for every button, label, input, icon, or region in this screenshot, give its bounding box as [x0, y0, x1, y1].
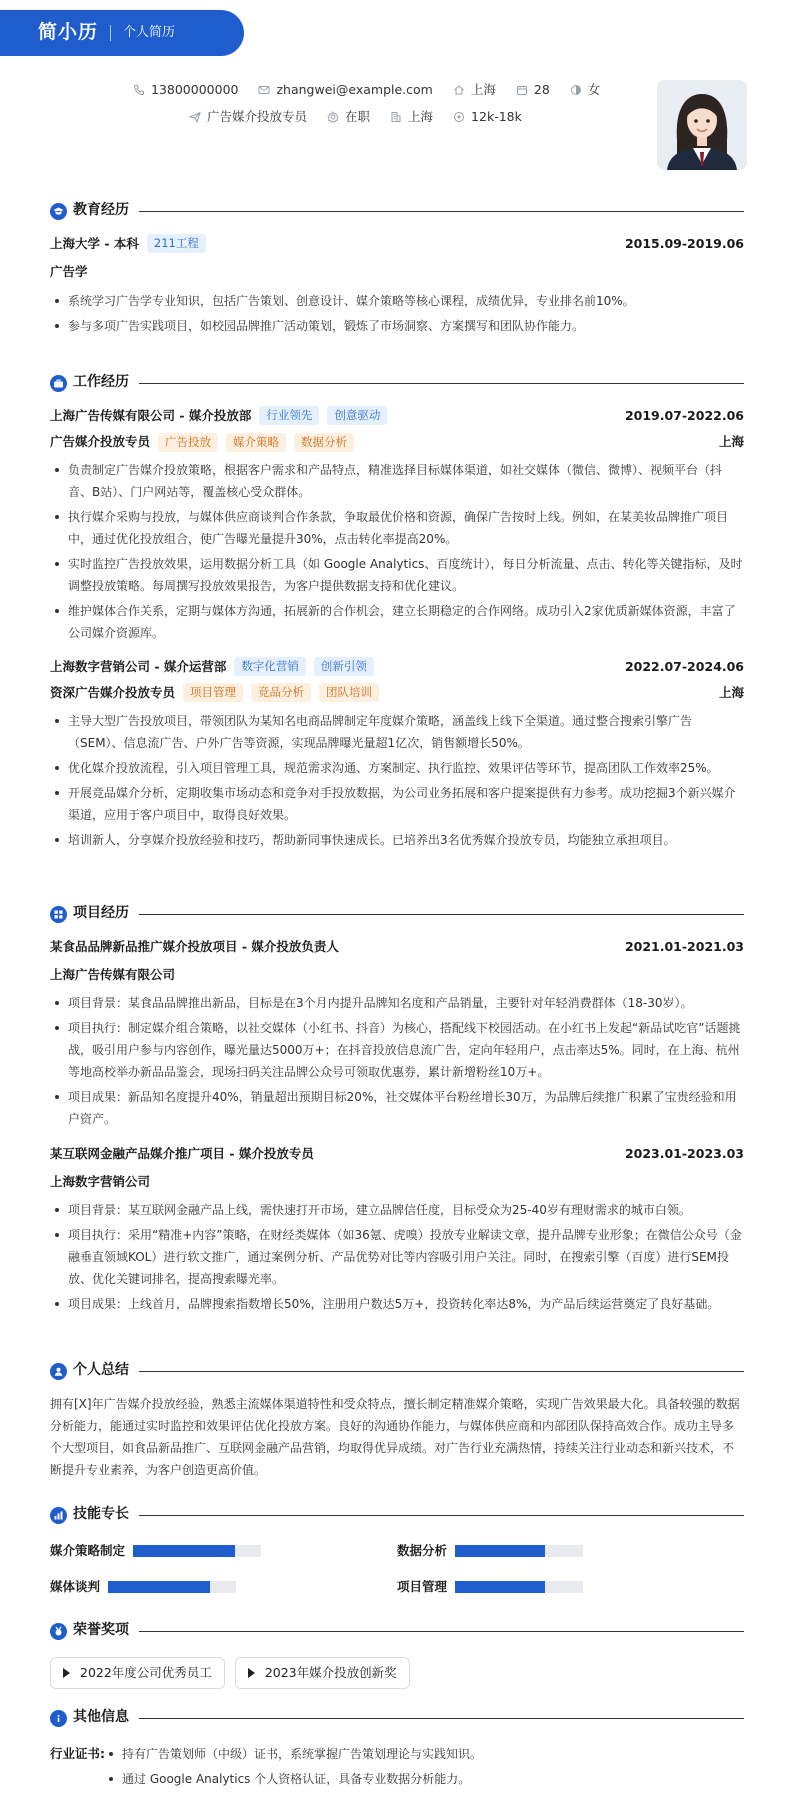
- skill-name: 媒体谈判: [50, 1579, 101, 1595]
- education-date: 2015.09-2019.06: [624, 236, 744, 251]
- contact-row: [133, 80, 620, 99]
- education-head: [50, 234, 744, 253]
- city-text: 上海: [470, 82, 496, 97]
- section-divider: [139, 914, 744, 915]
- section-title: 荣誉奖项: [73, 1622, 129, 1639]
- section-title: 教育经历: [73, 202, 129, 219]
- project-company: 上海广告传媒有限公司: [50, 967, 176, 983]
- list-item: 实时监控广告投放效果，运用数据分析工具（如 Google Analytics、百度统计），每日分析流量、点击、转化等关键指标，及时调整投放策略。每周撰写投放效果报告，为客户提供数据支持和优化建议。: [50, 553, 744, 597]
- age-text: 28: [533, 82, 550, 97]
- position-item: [189, 107, 307, 126]
- list-item: 负责制定广告媒介投放策略，根据客户需求和产品特点，精准选择目标媒体渠道，如社交媒体（微信、微博）、视频平台（抖音、B站）、门户网站等，覆盖核心受众群体。: [50, 459, 744, 503]
- skills-grid: [50, 1533, 744, 1605]
- school-name: 上海大学 - 本科: [50, 236, 139, 251]
- project-head: [50, 1144, 744, 1163]
- summary-text: 拥有[X]年广告媒介投放经验，熟悉主流媒体渠道特性和受众特点，擅长制定精准媒介策略，实现广告效果最大化。具备较强的数据分析能力，能通过实时监控和效果评估优化投放方案。良好的沟通协作能力，与媒体供应商和内部团队保持高效合作。成功主导多个大型项目，如食品新品推广、互联网金融产品营销，均取得优异成绩。对广告行业充满热情，持续关注行业动态和新兴技术，不断提升专业素养，为客户创造更高价值。: [50, 1397, 740, 1477]
- company-tag: 行业领先: [259, 406, 319, 425]
- project-bullets: [50, 992, 744, 1130]
- summary-section: [50, 1360, 744, 1481]
- coin-icon: [453, 111, 465, 123]
- job-role: 资深广告媒介投放专员: [50, 685, 176, 701]
- list-item: 系统学习广告学专业知识，包括广告策划、创意设计、媒介策略等核心课程，成绩优异，专业排名前10%。: [50, 290, 744, 312]
- brand-subtitle: 个人简历: [123, 24, 176, 40]
- awards-section: [50, 1620, 744, 1689]
- skill-name: 数据分析: [397, 1543, 448, 1559]
- skills-section: [50, 1504, 744, 1605]
- job-location: 上海: [718, 685, 744, 701]
- company-tag: 创新引领: [314, 657, 374, 676]
- status-item: [327, 107, 370, 126]
- certificates: [50, 1743, 744, 1793]
- section-header: [50, 372, 744, 394]
- section-divider: [139, 383, 744, 384]
- job-bullets: [50, 710, 744, 851]
- major-name: 广告学: [50, 264, 88, 280]
- project-head: [50, 937, 744, 956]
- grid-icon: [50, 906, 67, 923]
- list-item: 优化媒介投放流程，引入项目管理工具，规范需求沟通、方案制定、执行监控、效果评估等环节，提高团队工作效率25%。: [50, 757, 744, 779]
- home-icon: [453, 84, 465, 96]
- send-icon: [189, 111, 201, 123]
- avatar-portrait: [657, 80, 747, 170]
- section-header: [50, 1360, 744, 1382]
- email-text: zhangwei@example.com: [276, 82, 433, 97]
- job-intent-row: [189, 107, 542, 126]
- list-item: 项目背景：某食品品牌推出新品，目标是在3个月内提升品牌知名度和产品销量，主要针对年轻消费群体（18-30岁）。: [50, 992, 744, 1014]
- building-icon: [390, 111, 402, 123]
- target-city-item: [390, 107, 433, 126]
- mail-icon: [258, 84, 270, 96]
- section-header: [50, 200, 744, 222]
- list-item: 项目执行：采用“精准+内容”策略，在财经类媒体（如36氪、虎嗅）投放专业解读文章，提升品牌专业形象；在微信公众号（金融垂直领域KOL）进行软文推广，通过案例分析、产品优势对比等内容吸引用户关注。同时，在搜索引擎（百度）进行SEM投放、优化关键词排名，提高搜索曝光率。: [50, 1224, 744, 1290]
- phone-icon: [133, 84, 145, 96]
- medal-icon: [50, 1623, 67, 1640]
- job-bullets: [50, 459, 744, 644]
- list-item: 项目执行：制定媒介组合策略，以社交媒体（小红书、抖音）为核心，搭配线下校园活动。在小红书上发起“新品试吃官”话题挑战，吸引用户参与内容创作，曝光量达5000万+；在抖音投放信息流广告，定向年轻用户，点击率达5%。同时，在上海、杭州等地高校举办新品品鉴会，现场扫码关注品牌公众号可领取优惠券，累计新增粉丝10万+。: [50, 1017, 744, 1083]
- skill-name: 媒介策略制定: [50, 1543, 126, 1559]
- section-divider: [139, 1371, 744, 1372]
- job-date: 2019.07-2022.06: [624, 408, 744, 423]
- section-title: 其他信息: [73, 1709, 129, 1726]
- skill-bar: [455, 1581, 583, 1593]
- age-item: [516, 80, 550, 99]
- certificates-list: [104, 1743, 482, 1793]
- skill-tag: 团队培训: [319, 683, 379, 702]
- list-item: 主导大型广告投放项目，带领团队为某知名电商品牌制定年度媒介策略，涵盖线上线下全渠道。通过整合搜索引擎广告（SEM）、信息流广告、户外广告等资源，实现品牌曝光量超1亿次，销售额增长50%。: [50, 710, 744, 754]
- section-header: [50, 1504, 744, 1526]
- skill-bar-fill: [108, 1581, 210, 1593]
- phone-item: [133, 80, 238, 99]
- section-header: [50, 903, 744, 925]
- skill-name: 项目管理: [397, 1579, 448, 1595]
- skill-bar-fill: [133, 1545, 235, 1557]
- skill-bar: [108, 1581, 236, 1593]
- project-bullets: [50, 1199, 744, 1315]
- list-item: 参与多项广告实践项目，如校园品牌推广活动策划，锻炼了市场洞察、方案撰写和团队协作能力。: [50, 315, 744, 337]
- gear-icon: [327, 111, 339, 123]
- brand-divider: [110, 25, 111, 41]
- skill-tag: 竞品分析: [251, 683, 311, 702]
- list-item: 培训新人，分享媒介投放经验和技巧，帮助新同事快速成长。已培养出3名优秀媒介投放专员，均能独立承担项目。: [50, 829, 744, 851]
- award-item: [235, 1657, 410, 1689]
- list-item: 项目成果：上线首月，品牌搜索指数增长50%，注册用户数达5万+，投资转化率达8%，为产品后续运营奠定了良好基础。: [50, 1293, 744, 1315]
- job-role: 广告媒介投放专员: [50, 434, 151, 450]
- salary-text: 12k-18k: [471, 109, 522, 124]
- education-bullets: [50, 290, 744, 337]
- position-text: 广告媒介投放专员: [207, 109, 308, 124]
- company-tag: 数字化营销: [234, 657, 306, 676]
- school-tag: 211工程: [147, 234, 206, 253]
- skill-tag: 广告投放: [158, 433, 218, 452]
- skill-bar: [133, 1545, 261, 1557]
- list-item: 持有广告策划师（中级）证书，系统掌握广告策划理论与实践知识。: [104, 1743, 482, 1765]
- skill-item: [50, 1533, 397, 1569]
- skill-item: [397, 1569, 744, 1605]
- list-item: 维护媒体合作关系，定期与媒体方沟通，拓展新的合作机会，建立长期稳定的合作网络。成功引入2家优质新媒体资源，丰富了公司媒介资源库。: [50, 600, 744, 644]
- work-section: [50, 372, 744, 854]
- section-divider: [139, 1631, 744, 1632]
- email-item: [258, 80, 432, 99]
- section-header: [50, 1620, 744, 1642]
- section-divider: [139, 211, 744, 212]
- target-city-text: 上海: [408, 109, 434, 124]
- job-head: [50, 406, 744, 425]
- section-title: 技能专长: [73, 1506, 129, 1523]
- job-head: [50, 657, 744, 676]
- project-date: 2021.01-2021.03: [624, 939, 744, 954]
- company-tag: 创意驱动: [327, 406, 387, 425]
- project-date: 2023.01-2023.03: [624, 1145, 744, 1161]
- skill-bar-fill: [455, 1545, 545, 1557]
- briefcase-icon: [50, 375, 67, 392]
- project-name: 某食品品牌新品推广媒介投放项目 - 媒介投放负责人: [50, 939, 339, 954]
- brand-name: 简小历: [38, 21, 99, 44]
- award-text: 2022年度公司优秀员工: [80, 1665, 212, 1681]
- gender-text: 女: [587, 82, 601, 97]
- certificates-label: 行业证书:: [50, 1746, 105, 1761]
- award-text: 2023年媒介投放创新奖: [264, 1665, 397, 1681]
- other-section: [50, 1707, 744, 1793]
- list-item: 开展竞品媒介分析，定期收集市场动态和竞争对手投放数据，为公司业务拓展和客户提案提供有力参考。成功挖掘3个新兴媒介渠道，应用于客户项目中，取得良好效果。: [50, 782, 744, 826]
- city-item: [453, 80, 496, 99]
- list-item: 通过 Google Analytics 个人资格认证，具备专业数据分析能力。: [104, 1768, 482, 1790]
- company-name: 上海广告传媒有限公司 - 媒介投放部: [50, 408, 252, 423]
- section-title: 项目经历: [73, 905, 129, 922]
- info-icon: [50, 1710, 67, 1727]
- skill-tag: 数据分析: [294, 433, 354, 452]
- award-item: [50, 1657, 225, 1689]
- list-item: 项目背景：某互联网金融产品上线，需快速打开市场，建立品牌信任度，目标受众为25-40岁有理财需求的城市白领。: [50, 1199, 744, 1221]
- project-name: 某互联网金融产品媒介推广项目 - 媒介投放专员: [50, 1145, 314, 1161]
- salary-item: [453, 107, 522, 126]
- calendar-icon: [516, 84, 528, 96]
- user-icon: [50, 1363, 67, 1380]
- status-text: 在职: [345, 109, 371, 124]
- skill-tag: 项目管理: [183, 683, 243, 702]
- play-icon: [63, 1668, 70, 1678]
- awards-list: [50, 1657, 744, 1689]
- job-role-row: [50, 432, 744, 451]
- skill-item: [50, 1569, 397, 1605]
- list-item: 项目成果：新品知名度提升40%，销量超出预期目标20%，社交媒体平台粉丝增长30万，为品牌后续推广积累了宝贵经验和用户资产。: [50, 1086, 744, 1130]
- section-title: 个人总结: [73, 1362, 129, 1379]
- project-section: [50, 903, 744, 1318]
- project-company: 上海数字营销公司: [50, 1174, 151, 1190]
- brand-header: [0, 10, 244, 56]
- education-section: [50, 200, 744, 340]
- gender-item: [570, 80, 601, 99]
- skill-bar: [455, 1545, 583, 1557]
- job-location: 上海: [718, 434, 744, 450]
- section-divider: [139, 1515, 744, 1516]
- section-title: 工作经历: [73, 374, 129, 391]
- avatar: [657, 80, 747, 170]
- job-date: 2022.07-2024.06: [624, 658, 744, 674]
- phone-text: 13800000000: [151, 82, 239, 97]
- skill-tag: 媒介策略: [226, 433, 286, 452]
- bar-chart-icon: [50, 1507, 67, 1524]
- skill-bar-fill: [455, 1581, 545, 1593]
- section-header: [50, 1707, 744, 1729]
- list-item: 执行媒介采购与投放，与媒体供应商谈判合作条款，争取最优价格和资源，确保广告按时上线。例如，在某美妆品牌推广项目中，通过优化投放组合，使广告曝光量提升30%，点击转化率提高20%。: [50, 506, 744, 550]
- section-divider: [139, 1718, 744, 1719]
- gender-icon: [570, 84, 582, 96]
- graduation-cap-icon: [50, 203, 67, 220]
- job-role-row: [50, 683, 744, 702]
- play-icon: [248, 1668, 255, 1678]
- skill-item: [397, 1533, 744, 1569]
- company-name: 上海数字营销公司 - 媒介运营部: [50, 658, 227, 674]
